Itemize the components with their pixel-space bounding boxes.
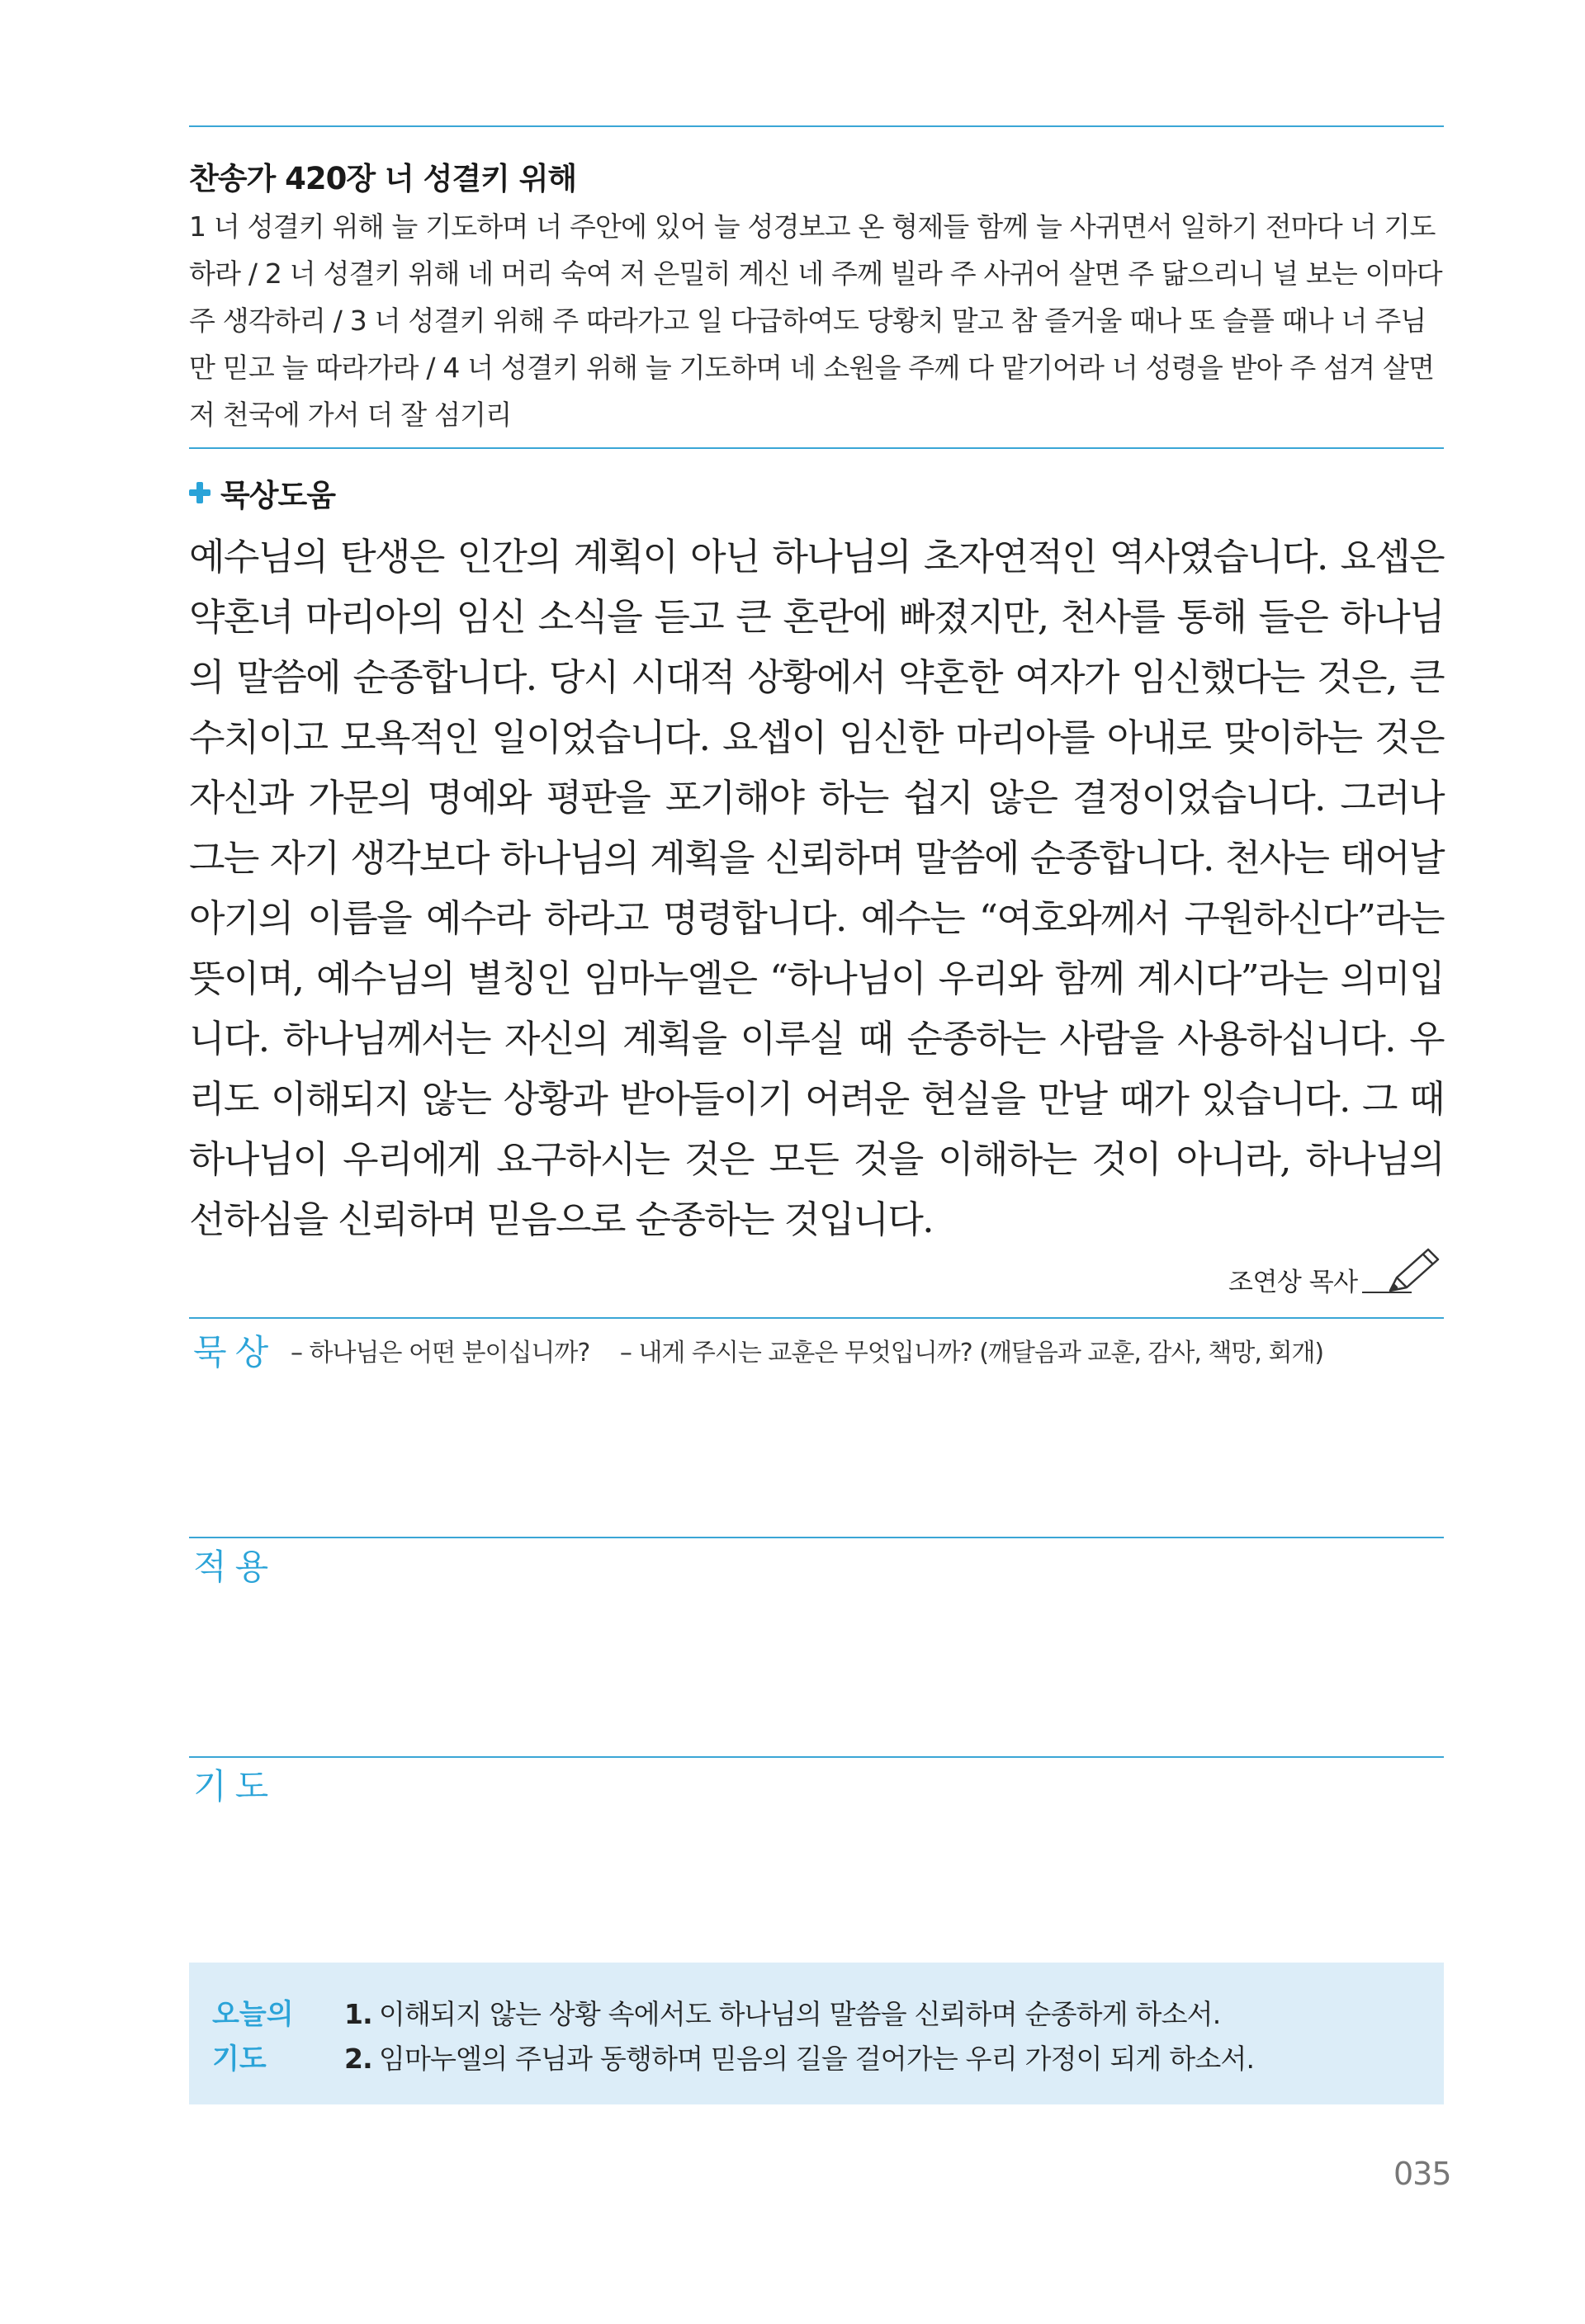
page-number: 035: [1393, 2156, 1451, 2192]
todays-prayer-label: [212, 1992, 294, 2081]
meditation-help-heading: [189, 470, 335, 515]
meditation-questions: [291, 1332, 1346, 1368]
hymn-lyrics: 1 너 성결키 위해 늘 기도하며 너 주안에 있어 늘 성경보고 온 형제들 함께 늘 사귀면서 일하기 전마다 너 기도하라 / 2 너 성결키 위해 네 머리 숙여 저 은밀히 계신 네 주께 빌라 주 사귀어 살면 주 닮으리니 널 보는 이마다 주 생각하리 / 3 너 성결키 위해 주 따라가고 일 다급하여도 당황치 말고 참 즐거울 때나 또 슬플 때나 너 주님만 믿고 늘 따라가라 / 4 너 성결키 위해 늘 기도하며 네 소원을 주께 다 맡기어라 너 성령을 받아 주 섬겨 살면 저 천국에 가서 더 잘 섬기리: [189, 210, 1442, 431]
prayer-rule: [189, 1756, 1444, 1758]
meditation-help-text: 예수님의 탄생은 인간의 계획이 아닌 하나님의 초자연적인 역사였습니다. 요셉은 약혼녀 마리아의 임신 소식을 듣고 큰 혼란에 빠졌지만, 천사를 통해 들은 하나님의 말씀에 순종합니다. 당시 시대적 상황에서 약혼한 여자가 임신했다는 것은, 큰 수치이고 모욕적인 일이었습니다. 요셉이 임신한 마리아를 아내로 맞이하는 것은 자신과 가문의 명예와 평판을 포기해야 하는 쉽지 않은 결정이었습니다. 그러나 그는 자기 생각보다 하나님의 계획을 신뢰하며 말씀에 순종합니다. 천사는 태어날 아기의 이름을 예수라 하라고 명령합니다. 예수는 “여호와께서 구원하신다”라는 뜻이며, 예수님의 별칭인 임마누엘은 “하나님이 우리와 함께 계시다”라는 의미입니다. 하나님께서는 자신의 계획을 이루실 때 순종하는 사람을 사용하십니다. 우리도 이해되지 않는 상황과 받아들이기 어려운 현실을 만날 때가 있습니다. 그 때 하나님이 우리에게 요구하시는 것은 모든 것을 이해하는 것이 아니라, 하나님의 선하심을 신뢰하며 믿음으로 순종하는 것입니다.: [189, 535, 1444, 1241]
meditation-rule: [189, 1317, 1444, 1319]
hymn-bottom-rule: [189, 447, 1444, 449]
prayer-item: [344, 2037, 1254, 2081]
prayer-label: 기도: [193, 1766, 277, 1807]
meditation-help-title: 묵상도움: [220, 478, 335, 513]
prayer-item-text: 이해되지 않는 상황 속에서도 하나님의 말씀을 신뢰하며 순종하게 하소서.: [378, 1998, 1221, 2030]
meditation-label: 묵상: [193, 1332, 277, 1372]
prayer-item: [344, 1992, 1254, 2037]
todays-prayer-label-line1: 오늘의: [212, 1998, 294, 2031]
meditation-question-1: – 하나님은 어떤 분이십니까?: [291, 1339, 590, 1367]
prayer-item-number: 2.: [344, 2043, 372, 2075]
top-rule: [189, 125, 1444, 127]
todays-prayer-label-line2: 기도: [212, 2043, 267, 2076]
application-label: 적용: [193, 1547, 277, 1587]
author-name: 조연상 목사: [1228, 1268, 1358, 1297]
prayer-item-number: 1.: [344, 1998, 372, 2030]
pencil-icon: [1379, 1245, 1445, 1297]
todays-prayer-box: [189, 1963, 1444, 2104]
plus-icon: [189, 482, 211, 503]
application-rule: [189, 1537, 1444, 1538]
meditation-question-2: – 내게 주시는 교훈은 무엇입니까? (깨달음과 교훈, 감사, 책망, 회개): [619, 1339, 1324, 1367]
hymn-title: 찬송가 420장 너 성결키 위해: [189, 161, 577, 196]
prayer-item-text: 임마누엘의 주님과 동행하며 믿음의 길을 걸어가는 우리 가정이 되게 하소서.: [378, 2043, 1255, 2075]
todays-prayer-items: [344, 1992, 1254, 2081]
